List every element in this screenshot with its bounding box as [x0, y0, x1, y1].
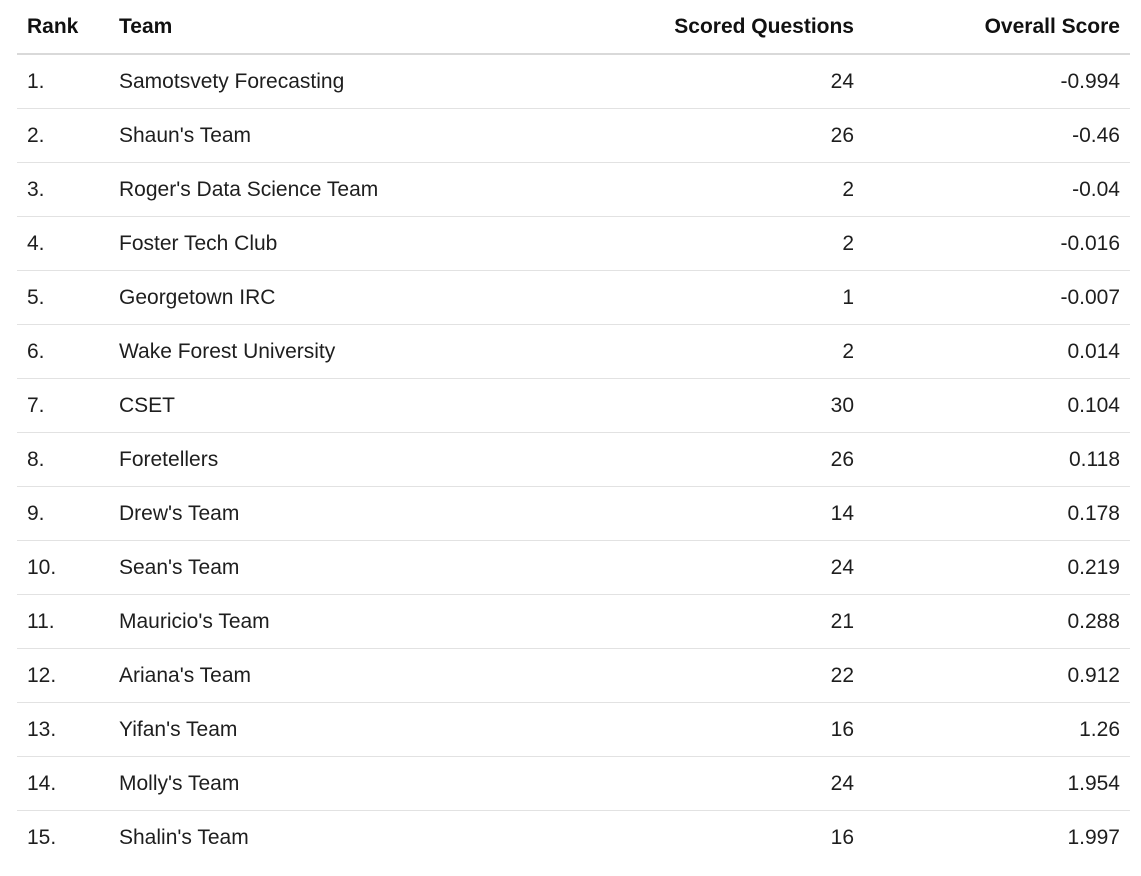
rank-cell: 13. [17, 703, 109, 757]
table-row [17, 54, 1130, 109]
scored-questions-cell: 24 [579, 541, 864, 595]
rank-cell: 4. [17, 217, 109, 271]
scored-questions-cell: 2 [579, 325, 864, 379]
rank-cell: 12. [17, 649, 109, 703]
team-cell: Foster Tech Club [109, 217, 579, 271]
overall-score-cell: 0.178 [864, 487, 1130, 541]
table-row [17, 163, 1130, 217]
scored-questions-cell: 2 [579, 217, 864, 271]
table-row [17, 271, 1130, 325]
rank-cell: 15. [27, 825, 57, 849]
header-row [17, 0, 1130, 54]
header-team[interactable]: Team [109, 0, 579, 54]
scored-questions-cell: 21 [579, 595, 864, 649]
leaderboard-table [17, 0, 1130, 864]
scored-questions-cell: 26 [579, 109, 864, 163]
rank-cell: 6. [17, 325, 109, 379]
overall-score-cell: 0.288 [864, 595, 1130, 649]
scored-questions-cell: 16 [579, 703, 864, 757]
team-cell: Georgetown IRC [109, 271, 579, 325]
rank-cell: 9. [17, 487, 109, 541]
rank-cell: 8. [17, 433, 109, 487]
team-cell: Shalin's Team [119, 825, 249, 849]
overall-score-cell: 1.954 [864, 757, 1130, 811]
table-row [17, 541, 1130, 595]
scored-questions-cell: 26 [579, 433, 864, 487]
rank-cell: 3. [17, 163, 109, 217]
table-row [17, 109, 1130, 163]
team-cell: Sean's Team [109, 541, 579, 595]
overall-score-cell: 0.118 [864, 433, 1130, 487]
team-cell: Shaun's Team [109, 109, 579, 163]
team-cell: Molly's Team [109, 757, 579, 811]
overall-score-cell: 1.26 [864, 703, 1130, 757]
table-row [17, 487, 1130, 541]
table-row [17, 595, 1130, 649]
team-cell: Wake Forest University [109, 325, 579, 379]
scored-questions-cell: 14 [579, 487, 864, 541]
rank-cell: 14. [17, 757, 109, 811]
header-overall-score[interactable]: Overall Score [864, 0, 1130, 54]
team-cell: Drew's Team [109, 487, 579, 541]
team-cell: Roger's Data Science Team [109, 163, 579, 217]
team-cell: Mauricio's Team [109, 595, 579, 649]
table-row [17, 649, 1130, 703]
team-cell: Yifan's Team [109, 703, 579, 757]
scored-questions-cell: 30 [579, 379, 864, 433]
header-scored-questions[interactable]: Scored Questions [579, 0, 864, 54]
overall-score-cell: 1.997 [1067, 825, 1120, 849]
overall-score-cell: 0.912 [864, 649, 1130, 703]
table-row [17, 217, 1130, 271]
scored-questions-cell: 16 [830, 825, 854, 849]
table-row [17, 433, 1130, 487]
scored-questions-cell: 22 [579, 649, 864, 703]
leaderboard-table-container [17, 0, 1130, 864]
rank-cell: 10. [17, 541, 109, 595]
overall-score-cell: -0.016 [864, 217, 1130, 271]
overall-score-cell: 0.104 [864, 379, 1130, 433]
overall-score-cell: 0.014 [864, 325, 1130, 379]
team-cell: CSET [109, 379, 579, 433]
scored-questions-cell: 24 [579, 54, 864, 109]
scored-questions-cell: 1 [579, 271, 864, 325]
table-row [17, 379, 1130, 433]
leaderboard-header [17, 0, 1130, 54]
overall-score-cell: -0.04 [864, 163, 1130, 217]
scored-questions-cell: 24 [579, 757, 864, 811]
table-row [17, 703, 1130, 757]
rank-cell: 1. [17, 54, 109, 109]
rank-cell: 11. [17, 595, 109, 649]
team-cell: Samotsvety Forecasting [109, 54, 579, 109]
rank-cell: 2. [17, 109, 109, 163]
rank-cell: 5. [17, 271, 109, 325]
team-cell: Foretellers [109, 433, 579, 487]
overall-score-cell: 0.219 [864, 541, 1130, 595]
overall-score-cell: -0.994 [864, 54, 1130, 109]
header-rank[interactable]: Rank [17, 0, 109, 54]
overall-score-cell: -0.46 [864, 109, 1130, 163]
team-cell: Ariana's Team [109, 649, 579, 703]
table-row [17, 757, 1130, 811]
overall-score-cell: -0.007 [864, 271, 1130, 325]
leaderboard-body [17, 54, 1130, 864]
rank-cell: 7. [17, 379, 109, 433]
table-row [17, 811, 1130, 865]
scored-questions-cell: 2 [579, 163, 864, 217]
table-row [17, 325, 1130, 379]
